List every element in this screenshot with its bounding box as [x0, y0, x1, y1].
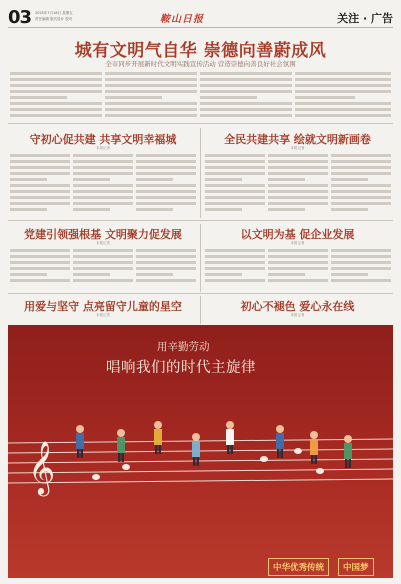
text-line — [10, 196, 70, 199]
text-line — [268, 154, 328, 157]
text-line — [295, 114, 391, 117]
text-line — [10, 249, 70, 252]
text-line — [10, 108, 102, 111]
text-line — [73, 184, 133, 187]
text-line — [200, 78, 292, 81]
text-line — [205, 267, 265, 270]
article-byline: 本报记者 — [290, 241, 305, 245]
text-line — [10, 208, 47, 211]
article-body — [73, 249, 133, 289]
text-line — [295, 96, 355, 99]
text-line — [205, 166, 265, 169]
text-line — [105, 108, 197, 111]
text-line — [295, 102, 391, 105]
lead-text-col-3 — [200, 72, 292, 120]
text-line — [136, 267, 196, 270]
text-line — [200, 102, 292, 105]
text-line — [10, 78, 102, 81]
text-line — [268, 166, 328, 169]
text-line — [10, 202, 70, 205]
text-line — [268, 190, 328, 193]
page-number: 03 — [8, 7, 32, 28]
text-line — [331, 255, 391, 258]
text-line — [73, 261, 133, 264]
article-byline: 本报记者 — [96, 146, 110, 150]
divider-rule — [8, 220, 393, 221]
text-line — [331, 190, 391, 193]
text-line — [105, 102, 197, 105]
music-staff-illustration — [8, 325, 393, 578]
text-line — [205, 184, 265, 187]
column-divider — [200, 128, 201, 218]
column-divider — [200, 224, 201, 292]
worker-figure — [276, 425, 284, 458]
text-line — [10, 172, 70, 175]
text-line — [268, 273, 305, 276]
text-line — [10, 273, 47, 276]
text-line — [10, 267, 70, 270]
text-line — [105, 114, 197, 117]
article-body — [331, 249, 391, 289]
section-name: 关注 · 广告 — [337, 12, 393, 25]
text-line — [205, 255, 265, 258]
lead-text-col-4 — [295, 72, 391, 120]
text-line — [331, 160, 391, 163]
text-line — [73, 196, 133, 199]
text-line — [205, 178, 242, 181]
article-body — [10, 249, 70, 289]
paper-name: 鞍山日报 — [160, 14, 204, 25]
article-body — [73, 154, 133, 214]
text-line — [73, 202, 133, 205]
text-line — [205, 249, 265, 252]
text-line — [73, 279, 133, 282]
text-line — [295, 78, 391, 81]
text-line — [136, 178, 173, 181]
text-line — [205, 279, 265, 282]
text-line — [105, 78, 197, 81]
text-line — [73, 166, 133, 169]
text-line — [331, 154, 391, 157]
text-line — [200, 96, 257, 99]
article-body — [10, 154, 70, 214]
text-line — [200, 90, 292, 93]
text-line — [10, 84, 102, 87]
text-line — [200, 84, 292, 87]
text-line — [205, 190, 265, 193]
text-line — [10, 184, 70, 187]
text-line — [268, 202, 328, 205]
text-line — [105, 72, 197, 75]
text-line — [268, 160, 328, 163]
text-line — [331, 273, 368, 276]
text-line — [331, 172, 391, 175]
text-line — [331, 196, 391, 199]
divider-rule — [8, 293, 393, 294]
worker-figure — [226, 421, 234, 454]
worker-figure — [310, 431, 318, 464]
text-line — [136, 261, 196, 264]
text-line — [105, 96, 162, 99]
article-title: 全民共建共享 绘就文明新画卷 — [224, 133, 371, 146]
text-line — [73, 178, 110, 181]
worker-figure — [344, 435, 352, 468]
article-body — [205, 154, 265, 214]
article-title: 初心不褪色 爱心永在线 — [240, 300, 355, 313]
text-line — [200, 72, 292, 75]
text-line — [295, 108, 391, 111]
text-line — [331, 178, 368, 181]
public-service-ad-banner — [8, 325, 393, 578]
text-line — [10, 102, 102, 105]
text-line — [73, 255, 133, 258]
text-line — [205, 160, 265, 163]
text-line — [73, 160, 133, 163]
text-line — [136, 172, 196, 175]
text-line — [73, 267, 133, 270]
text-line — [205, 273, 242, 276]
text-line — [331, 166, 391, 169]
worker-figure — [154, 421, 162, 454]
text-line — [205, 202, 265, 205]
article-byline: 本报记者 — [96, 313, 110, 317]
text-line — [295, 90, 391, 93]
text-line — [200, 108, 292, 111]
text-line — [10, 114, 102, 117]
text-line — [136, 273, 173, 276]
text-line — [136, 202, 196, 205]
lead-text-col-2 — [105, 72, 197, 120]
text-line — [331, 261, 391, 264]
text-line — [331, 184, 391, 187]
article-title: 用爱与坚守 点亮留守儿童的星空 — [24, 300, 182, 313]
text-line — [136, 196, 196, 199]
text-line — [10, 178, 47, 181]
treble-clef-icon: 𝄞 — [28, 440, 56, 494]
worker-figure — [117, 429, 125, 462]
article-body — [136, 249, 196, 289]
text-line — [73, 208, 110, 211]
article-byline: 本报记者 — [290, 146, 305, 150]
text-line — [268, 249, 328, 252]
main-headline: 城有文明气自华 崇德向善蔚成风 — [74, 41, 327, 61]
text-line — [295, 84, 391, 87]
text-line — [105, 90, 197, 93]
text-line — [205, 154, 265, 157]
banner-slogan: 中华优秀传统 — [268, 558, 329, 576]
text-line — [268, 255, 328, 258]
text-line — [10, 72, 102, 75]
issue-date: 2025年7月18日 星期五 — [35, 11, 73, 15]
text-line — [136, 160, 196, 163]
text-line — [268, 208, 305, 211]
article-body — [136, 154, 196, 214]
text-line — [136, 255, 196, 258]
text-line — [136, 154, 196, 157]
banner-title-line-2: 唱响我们的时代主旋律 — [106, 360, 256, 376]
text-line — [331, 249, 391, 252]
text-line — [268, 184, 328, 187]
text-line — [205, 172, 265, 175]
text-line — [205, 261, 265, 264]
text-line — [136, 208, 173, 211]
text-line — [10, 90, 102, 93]
text-line — [331, 208, 368, 211]
text-line — [268, 178, 305, 181]
banner-title-line-1: 用辛勤劳动 — [157, 341, 210, 353]
masthead — [8, 6, 393, 28]
text-line — [136, 190, 196, 193]
article-body — [205, 249, 265, 289]
text-line — [10, 190, 70, 193]
text-line — [136, 166, 196, 169]
text-line — [10, 279, 70, 282]
text-line — [205, 208, 242, 211]
worker-figure — [76, 425, 84, 458]
issue-editor-info: 责任编辑 版式设计 校对 — [35, 17, 73, 21]
text-line — [331, 202, 391, 205]
text-line — [10, 261, 70, 264]
text-line — [136, 279, 196, 282]
article-title: 党建引领强根基 文明聚力促发展 — [24, 228, 182, 241]
text-line — [10, 255, 70, 258]
article-title: 守初心促共建 共享文明幸福城 — [29, 133, 177, 146]
text-line — [10, 154, 70, 157]
text-line — [200, 114, 292, 117]
text-line — [268, 279, 328, 282]
text-line — [136, 184, 196, 187]
article-byline: 本报记者 — [290, 313, 305, 317]
text-line — [205, 196, 265, 199]
lead-text-col-1 — [10, 72, 102, 120]
text-line — [268, 261, 328, 264]
text-line — [268, 196, 328, 199]
text-line — [73, 172, 133, 175]
text-line — [73, 190, 133, 193]
text-line — [10, 160, 70, 163]
text-line — [295, 72, 391, 75]
music-notes — [92, 448, 324, 480]
text-line — [73, 154, 133, 157]
article-body — [268, 249, 328, 289]
article-body — [331, 154, 391, 214]
article-body — [268, 154, 328, 214]
text-line — [10, 96, 67, 99]
sub-headline: 全市同步开展新时代文明实践宣传活动 营造崇德向善良好社会氛围 — [105, 60, 296, 68]
text-line — [10, 166, 70, 169]
text-line — [73, 273, 110, 276]
article-title: 以文明为基 促企业发展 — [240, 228, 355, 241]
banner-slogan: 中国梦 — [338, 558, 374, 576]
text-line — [331, 267, 391, 270]
text-line — [136, 249, 196, 252]
text-line — [331, 279, 391, 282]
divider-rule — [8, 123, 393, 124]
text-line — [268, 172, 328, 175]
column-divider — [200, 296, 201, 324]
text-line — [73, 249, 133, 252]
staff-lines — [8, 439, 393, 483]
text-line — [105, 84, 197, 87]
text-line — [268, 267, 328, 270]
article-byline: 本报记者 — [96, 241, 110, 245]
